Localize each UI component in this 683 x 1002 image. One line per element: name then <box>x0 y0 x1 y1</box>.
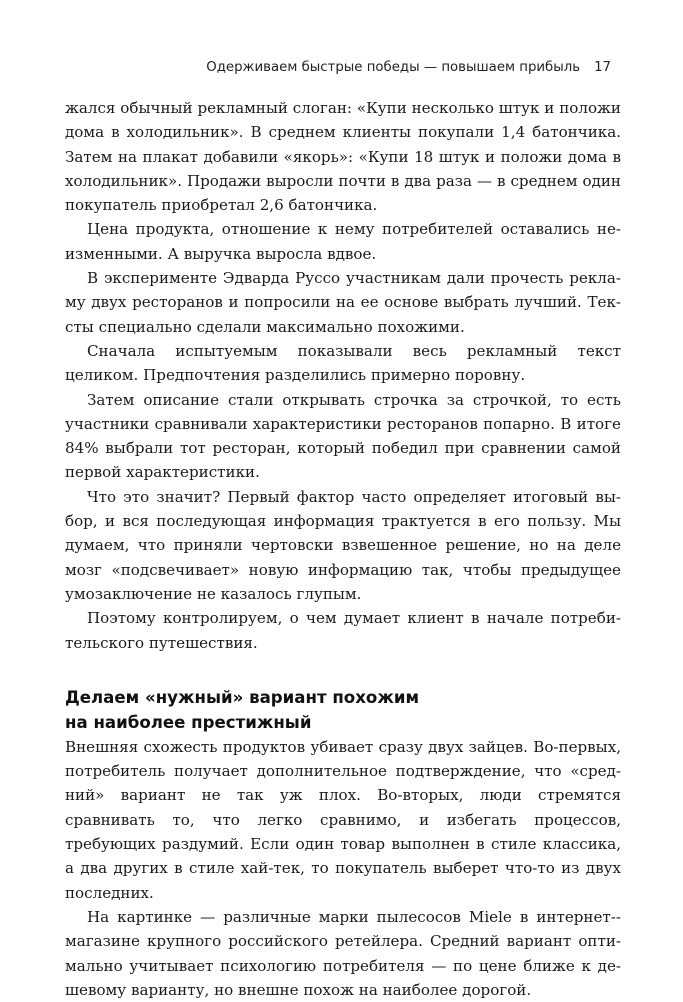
section-heading <box>65 685 621 735</box>
paragraph: Внешняя схожесть продуктов убивает сразу двух зайцев. Во-первых, потребитель получает дополнительное подтверждение, что «средний» вариант не так уж плох. Во-вторых, люди стремятся сравнивать то, что легко сравнимо, и избегать процессов, требующих раздумий. Если один товар выполнен в стиле классика, а два других в стиле хай-тек, то покупатель выберет что-то из двух последних. <box>65 737 621 902</box>
paragraph: Что это значит? Первый фактор часто определяет итоговый выбор, и вся последующая информация трактуется в его пользу. Мы думаем, что приняли чертовски взвешенное решение, но на деле мозг «подсвечивает» новую информацию так, чтобы предыдущее умозаключение не казалось глупым. <box>65 487 621 603</box>
paragraph: На картинке — различные марки пылесосов Miele в интернет-магазине крупного российского ретейлера. Средний вариант оптимально учитывает психологию потребителя — по цене ближе к дешевому варианту, но внешне похож на наиболее дорогой. <box>65 907 621 999</box>
section-heading-line: на наиболее престижный <box>65 712 312 732</box>
body-text <box>65 96 621 1002</box>
paragraph: жался обычный рекламный слоган: «Купи несколько штук и положи дома в холодильник». В среднем клиенты покупали 1,4 батончика. Затем на плакат добавили «якорь»: «Купи 18 штук и положи дома в холодильник». Продажи выросли почти в два раза — в среднем один покупатель приобретал 2,6 батончика. <box>65 99 621 215</box>
paragraph: Поэтому контролируем, о чем думает клиент в начале потребительского путешествия. <box>65 609 621 652</box>
paragraph: Цена продукта, отношение к нему потребителей оставались неизменными. А выручка выросла вдвое. <box>65 220 621 263</box>
page-number: 17 <box>594 60 611 75</box>
paragraph: Затем описание стали открывать строчка за строчкой, то есть участники сравнивали характеристики ресторанов попарно. В итоге 84% выбрали тот ресторан, который победил при сравнении самой первой характеристики. <box>65 390 621 482</box>
section-heading-line: Делаем «нужный» вариант похожим <box>65 687 420 707</box>
paragraph: Сначала испытуемым показывали весь рекламный текст целиком. Предпочтения разделились примерно поровну. <box>65 341 621 385</box>
running-title: Одерживаем быстрые победы — повышаем прибыль <box>206 60 581 75</box>
paragraph: В эксперименте Эдварда Руссо участникам дали прочесть рекламу двух ресторанов и попросили на ее основе выбрать лучший. Тексты специально сделали максимально похожими. <box>65 269 621 336</box>
running-header <box>0 60 611 75</box>
